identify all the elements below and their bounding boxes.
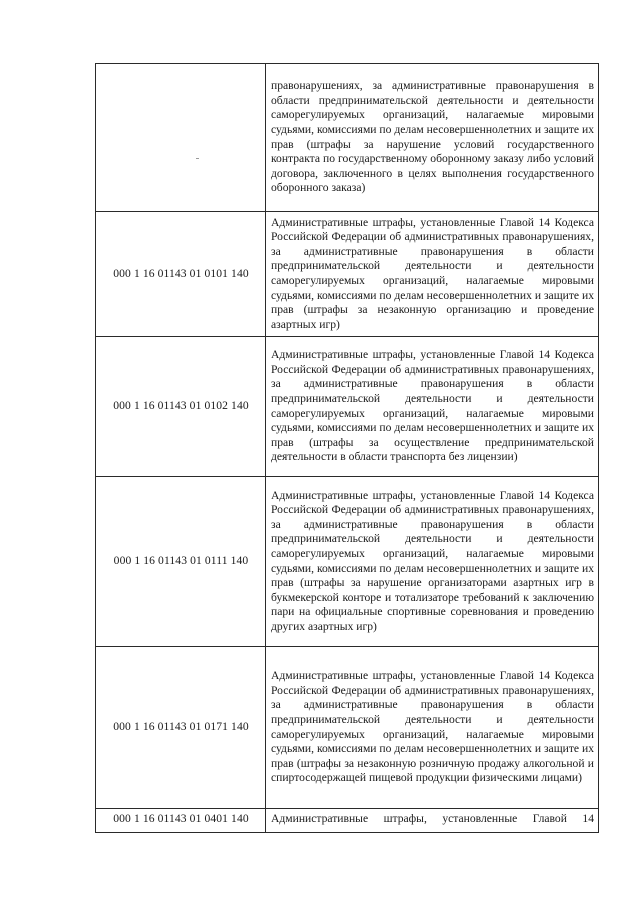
code-cell: 000 1 16 01143 01 0111 140: [96, 477, 266, 647]
code-cell: 000 1 16 01143 01 0401 140: [96, 809, 266, 833]
code-cell: 000 1 16 01143 01 0171 140: [96, 647, 266, 809]
table-row: [96, 809, 599, 833]
table-row: [96, 477, 599, 647]
code-cell: [96, 64, 266, 212]
description-cell: Административные штрафы, установленные Главой 14 Кодекса Российской Федерации об административных правонарушениях, за административные правонарушения в области предпринимательской деятельности и деятельности саморегулируемых организаций, налагаемые мировыми судьями, комиссиями по делам несовершеннолетних и защите их прав (штрафы за осуществление предпринимательской деятельности в области транспорта без лицензии): [266, 337, 599, 477]
table-row: [96, 212, 599, 337]
table-row: [96, 64, 599, 212]
description-cell: Административные штрафы, установленные Главой 14 Кодекса Российской Федерации об административных правонарушениях, за административные правонарушения в области предпринимательской деятельности и деятельности саморегулируемых организаций, налагаемые мировыми судьями, комиссиями по делам несовершеннолетних и защите их прав (штрафы за нарушение организаторами азартных игр в букмекерской конторе и тотализаторе требований к заключению пари на официальные спортивные соревнования и проведению других азартных игр): [266, 477, 599, 647]
budget-codes-table: [95, 63, 599, 833]
code-cell: 000 1 16 01143 01 0102 140: [96, 337, 266, 477]
description-cell: Административные штрафы, установленные Главой 14: [266, 809, 599, 833]
table-row: [96, 647, 599, 809]
description-cell: правонарушениях, за административные правонарушения в области предпринимательской деятельности и деятельности саморегулируемых организаций, налагаемые мировыми судьями, комиссиями по делам несовершеннолетних и защите их прав (штрафы за нарушение условий государственного контракта по государственному оборонному заказу либо условий договора, заключенного в целях выполнения государственного оборонного заказа): [266, 64, 599, 212]
description-cell: Административные штрафы, установленные Главой 14 Кодекса Российской Федерации об административных правонарушениях, за административные правонарушения в области предпринимательской деятельности и деятельности саморегулируемых организаций, налагаемые мировыми судьями, комиссиями по делам несовершеннолетних и защите их прав (штрафы за незаконную розничную продажу алкогольной и спиртосодержащей пищевой продукции физическими лицами): [266, 647, 599, 809]
code-cell: 000 1 16 01143 01 0101 140: [96, 212, 266, 337]
table-row: [96, 337, 599, 477]
description-cell: Административные штрафы, установленные Главой 14 Кодекса Российской Федерации об административных правонарушениях, за административные правонарушения в области предпринимательской деятельности и деятельности саморегулируемых организаций, налагаемые мировыми судьями, комиссиями по делам несовершеннолетних и защите их прав (штрафы за незаконную организацию и проведение азартных игр): [266, 212, 599, 337]
